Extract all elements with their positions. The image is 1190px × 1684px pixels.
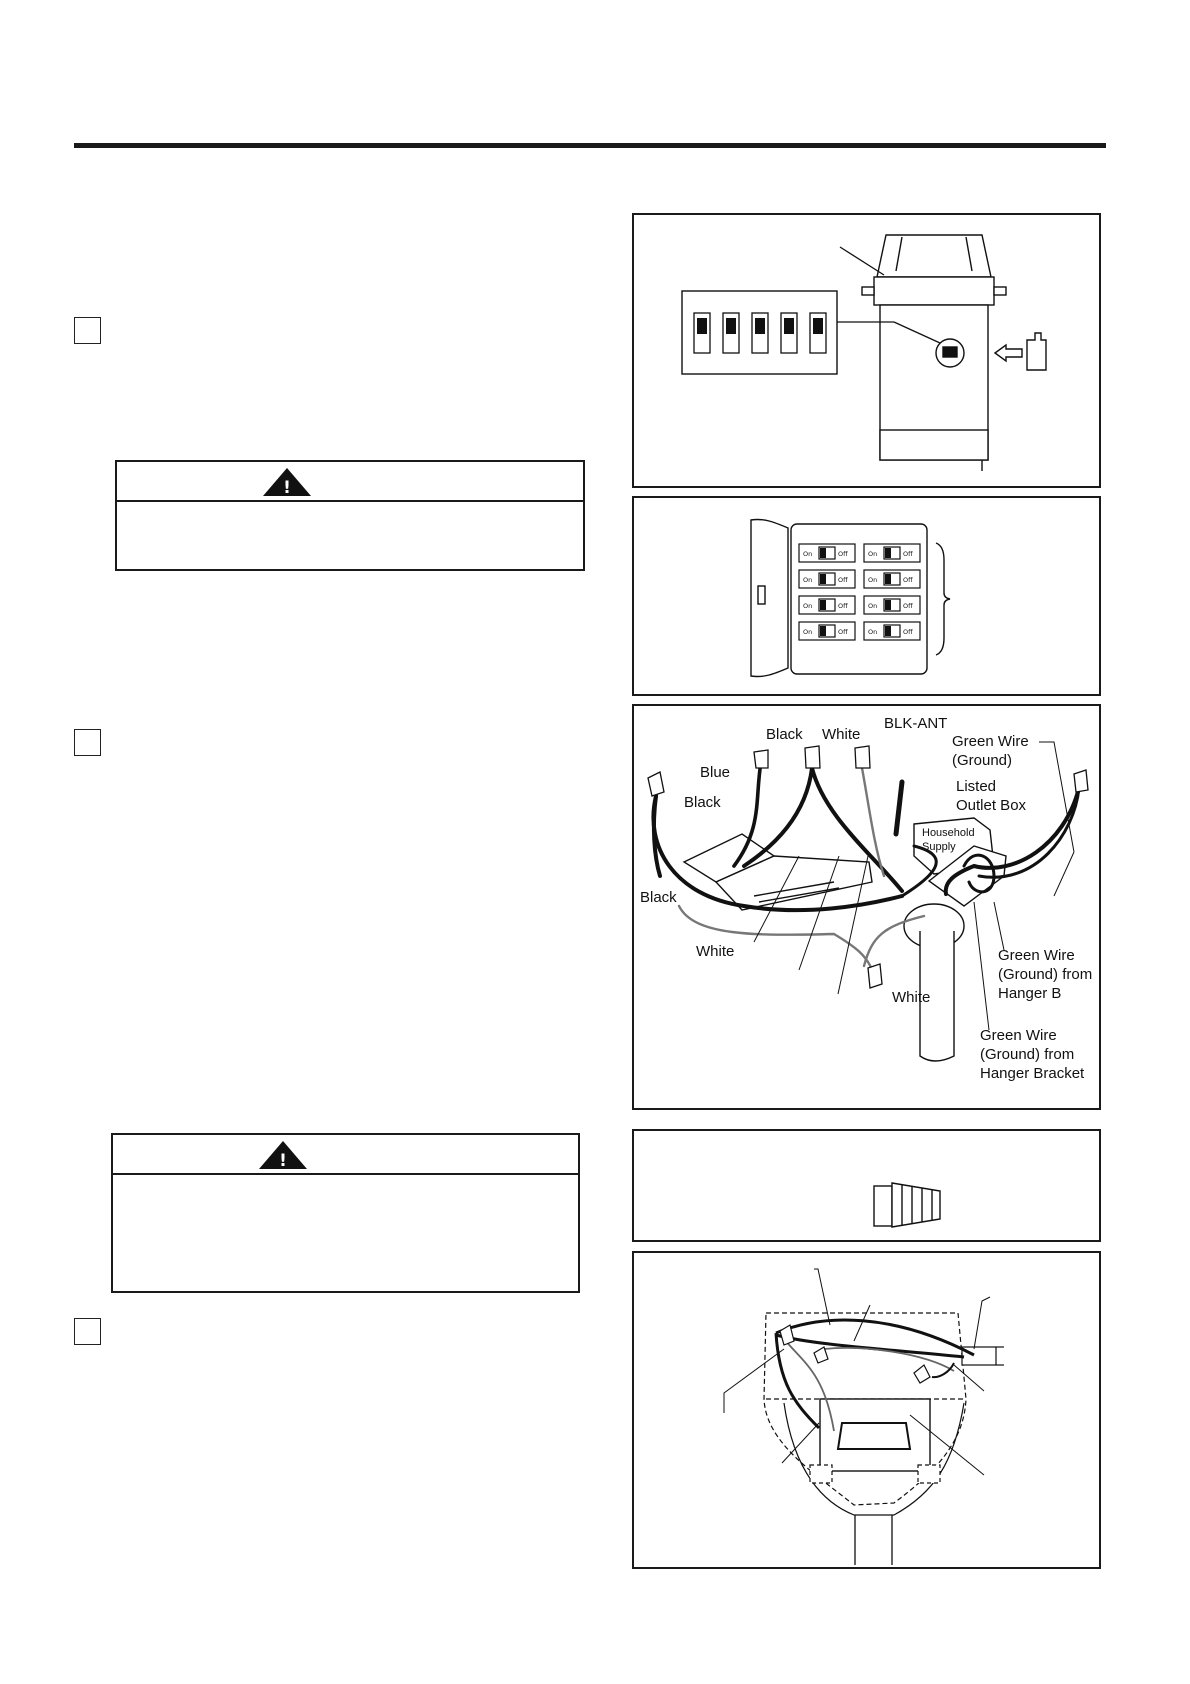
wire-nut-icon: [648, 772, 664, 796]
receiver-unit: [862, 235, 1006, 471]
breaker-on-label: On: [868, 550, 878, 558]
step-checkbox-1[interactable]: [74, 317, 101, 344]
wire-nut-icon: [754, 750, 768, 768]
wire-nut-icon: [805, 746, 820, 768]
wire-nut-icon: [868, 964, 882, 988]
dip-switch-block: [682, 291, 837, 374]
step-checkbox-3[interactable]: [74, 1318, 101, 1345]
canopy-wiring-diagram: [724, 1269, 1004, 1565]
label-black-top: Black: [766, 726, 803, 743]
brace-bracket: [936, 543, 950, 655]
breaker-switch[interactable]: [799, 622, 855, 640]
warning-box-2: [111, 1133, 580, 1293]
warning-triangle-icon: [257, 464, 317, 500]
warning-triangle-icon: [253, 1137, 313, 1173]
breaker-off-label: Off: [838, 602, 848, 610]
label-black-left: Black: [684, 794, 721, 811]
header-rule: [74, 143, 1106, 148]
label-green-hanger-bracket: Green Wire (Ground) from Hanger Bracket: [980, 1027, 1085, 1082]
breaker-switch[interactable]: [864, 570, 920, 588]
svg-text:!: !: [283, 478, 291, 498]
label-blk-ant: BLK-ANT: [884, 715, 948, 732]
breaker-on-label: On: [868, 628, 878, 636]
warning-header: [117, 462, 583, 502]
svg-text:!: !: [279, 1151, 287, 1171]
listed-outlet-box: [904, 818, 1006, 1061]
label-household-supply: Household Supply: [922, 827, 975, 853]
warning-box-1: [115, 460, 585, 571]
antenna-wire: [896, 782, 902, 834]
wire-nut-icon: [874, 1183, 940, 1227]
breaker-switch[interactable]: [864, 544, 920, 562]
breaker-switch[interactable]: [799, 596, 855, 614]
breaker-off-label: Off: [838, 576, 848, 584]
label-white-bottom: White: [892, 989, 931, 1006]
breaker-on-label: On: [803, 628, 813, 636]
figure-wiring: [632, 704, 1101, 1110]
breaker-on-label: On: [868, 602, 878, 610]
figure-wire-nut: [632, 1129, 1101, 1242]
label-green-hanger-b: Green Wire (Ground) from Hanger B: [998, 947, 1093, 1002]
dip-switch[interactable]: [752, 313, 768, 353]
breaker-on-label: On: [803, 602, 813, 610]
breaker-on-label: On: [803, 576, 813, 584]
wire-nut-icon: [855, 746, 870, 768]
wire-nut-icon: [1074, 770, 1088, 792]
dip-switch[interactable]: [723, 313, 739, 353]
warning-header: [113, 1135, 578, 1175]
label-blue: Blue: [700, 764, 731, 781]
label-listed-outlet-box: Listed Outlet Box: [956, 778, 1027, 814]
dip-switch[interactable]: [781, 313, 797, 353]
figure-canopy-wiring: [632, 1251, 1101, 1569]
breaker-switch[interactable]: [799, 570, 855, 588]
label-green-ground: Green Wire (Ground): [952, 733, 1029, 769]
label-white-top: White: [822, 726, 861, 743]
dip-switch[interactable]: [694, 313, 710, 353]
breaker-off-label: Off: [903, 602, 913, 610]
breaker-off-label: Off: [903, 550, 913, 558]
breaker-off-label: Off: [903, 628, 913, 636]
breaker-switch[interactable]: [864, 596, 920, 614]
breaker-switch[interactable]: [799, 544, 855, 562]
label-black-bottom: Black: [640, 889, 677, 906]
breaker-off-label: Off: [838, 550, 848, 558]
breaker-off-label: Off: [838, 628, 848, 636]
breaker-panel-door: [751, 519, 788, 676]
breaker-off-label: Off: [903, 576, 913, 584]
finger-press-icon: [995, 333, 1046, 370]
label-white-left: White: [696, 943, 735, 960]
breaker-on-label: On: [803, 550, 813, 558]
step-checkbox-2[interactable]: [74, 729, 101, 756]
figure-breaker-panel: [632, 496, 1101, 696]
figure-receiver-dip: [632, 213, 1101, 488]
dip-switch[interactable]: [810, 313, 826, 353]
breaker-on-label: On: [868, 576, 878, 584]
breaker-switch[interactable]: [864, 622, 920, 640]
